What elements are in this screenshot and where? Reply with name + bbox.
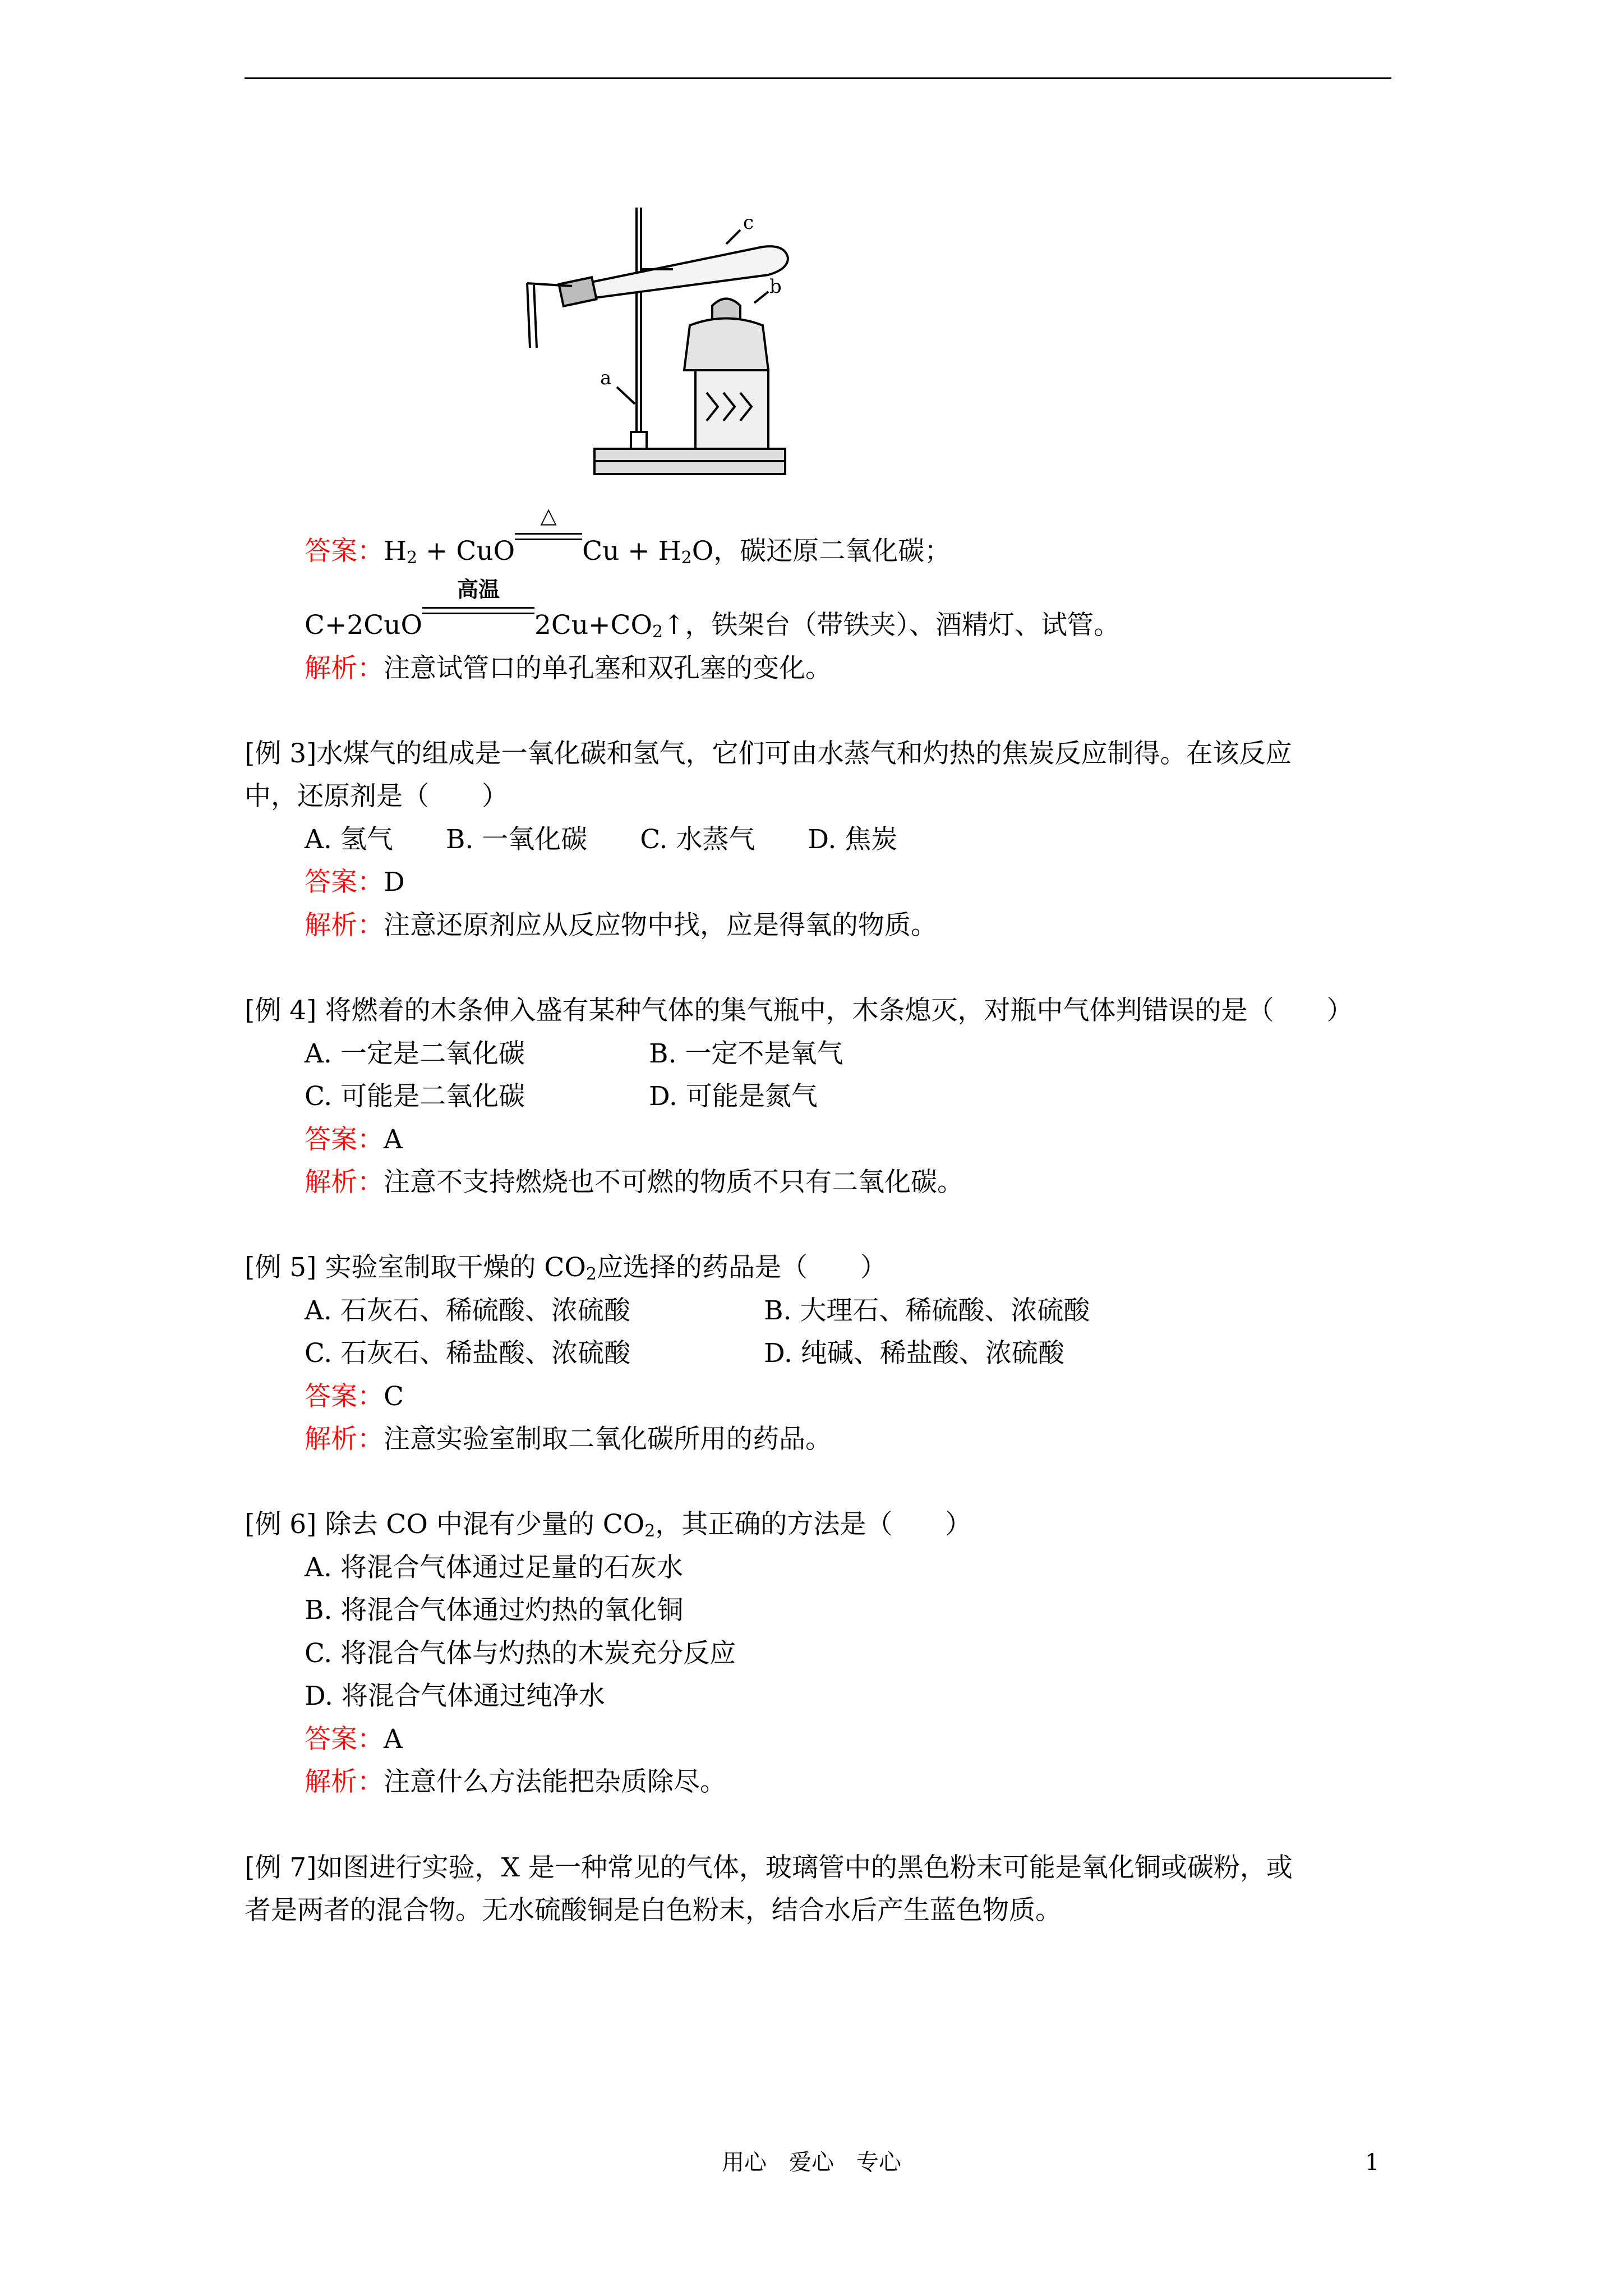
- figure-label-c: c: [743, 211, 754, 234]
- q5-answer: 答案：C: [305, 1381, 404, 1412]
- figure-label-b: b: [769, 275, 782, 298]
- answer2-line1: 答案：$H_2$ + CuO △ $Cu + H_2O$，碳还原二氧化碳；: [305, 503, 951, 568]
- header-rule: [245, 77, 1391, 79]
- q5-option-b: B. 大理石、稀硫酸、浓硫酸: [764, 1295, 1090, 1326]
- apparatus-figure: [505, 185, 819, 482]
- q5-option-d: D. 纯碱、稀盐酸、浓硫酸: [764, 1338, 1064, 1369]
- q6-option-b: B. 将混合气体通过灼热的氧化铜: [305, 1595, 684, 1626]
- q3-options: A. 氢气 B. 一氧化碳 C. 水蒸气 D. 焦炭: [305, 824, 898, 855]
- q6-answer: 答案：A: [305, 1724, 403, 1755]
- q3-stem-line1: [例 3]水煤气的组成是一氧化碳和氢气，它们可由水蒸气和灼热的焦炭反应制得。在该反应: [245, 738, 1292, 769]
- q4-answer: 答案：A: [305, 1124, 403, 1155]
- answer2-line2: C+2CuO 高温 $2Cu+CO_2↑$，铁架台（带铁夹）、酒精灯、试管。: [305, 577, 1121, 642]
- q6-analysis: 解析：注意什么方法能把杂质除尽。: [305, 1766, 726, 1797]
- q4-option-a: A. 一定是二氧化碳: [305, 1038, 525, 1069]
- q7-stem-line1: [例 7]如图进行实验，X 是一种常见的气体，玻璃管中的黑色粉末可能是氧化铜或碳粉，或: [245, 1852, 1293, 1883]
- answer2-analysis: 解析：注意试管口的单孔塞和双孔塞的变化。: [305, 653, 832, 684]
- answer-label: 答案：: [305, 536, 384, 567]
- footer-slogan: 用心 爱心 专心: [722, 2150, 901, 2175]
- q4-analysis: 解析：注意不支持燃烧也不可燃的物质不只有二氧化碳。: [305, 1167, 963, 1198]
- q6-option-d: D. 将混合气体通过纯净水: [305, 1681, 605, 1711]
- q4-option-d: D. 可能是氮气: [649, 1081, 818, 1112]
- q4-option-c: C. 可能是二氧化碳: [305, 1081, 525, 1112]
- q7-stem-line2: 者是两者的混合物。无水硫酸铜是白色粉末，结合水后产生蓝色物质。: [245, 1895, 1062, 1926]
- q4-option-b: B. 一定不是氧气: [649, 1038, 843, 1069]
- q6-option-c: C. 将混合气体与灼热的木炭充分反应: [305, 1638, 736, 1669]
- q5-option-c: C. 石灰石、稀盐酸、浓硫酸: [305, 1338, 631, 1369]
- reaction-condition-high-temp: 高温: [422, 609, 534, 642]
- q5-analysis: 解析：注意实验室制取二氧化碳所用的药品。: [305, 1424, 832, 1455]
- q6-option-a: A. 将混合气体通过足量的石灰水: [305, 1552, 683, 1583]
- q5-stem: [例 5] 实验室制取干燥的 $CO_2$应选择的药品是（ ）: [245, 1252, 887, 1284]
- q6-stem: [例 6] 除去 CO 中混有少量的 $CO_2$，其正确的方法是（ ）: [245, 1509, 972, 1541]
- q3-analysis: 解析：注意还原剂应从反应物中找，应是得氧的物质。: [305, 910, 937, 941]
- q3-answer: 答案：D: [305, 867, 405, 898]
- analysis-label: 解析：: [305, 653, 384, 684]
- q4-stem: [例 4] 将燃着的木条伸入盛有某种气体的集气瓶中，木条熄灭，对瓶中气体判错误的是（ ）: [245, 995, 1353, 1026]
- q5-option-a: A. 石灰石、稀硫酸、浓硫酸: [305, 1295, 630, 1326]
- reaction-condition-heat: △: [515, 535, 582, 568]
- page-number: 1: [1365, 2150, 1380, 2175]
- figure-label-a: a: [600, 367, 612, 389]
- q3-stem-line2: 中，还原剂是（ ）: [245, 781, 508, 812]
